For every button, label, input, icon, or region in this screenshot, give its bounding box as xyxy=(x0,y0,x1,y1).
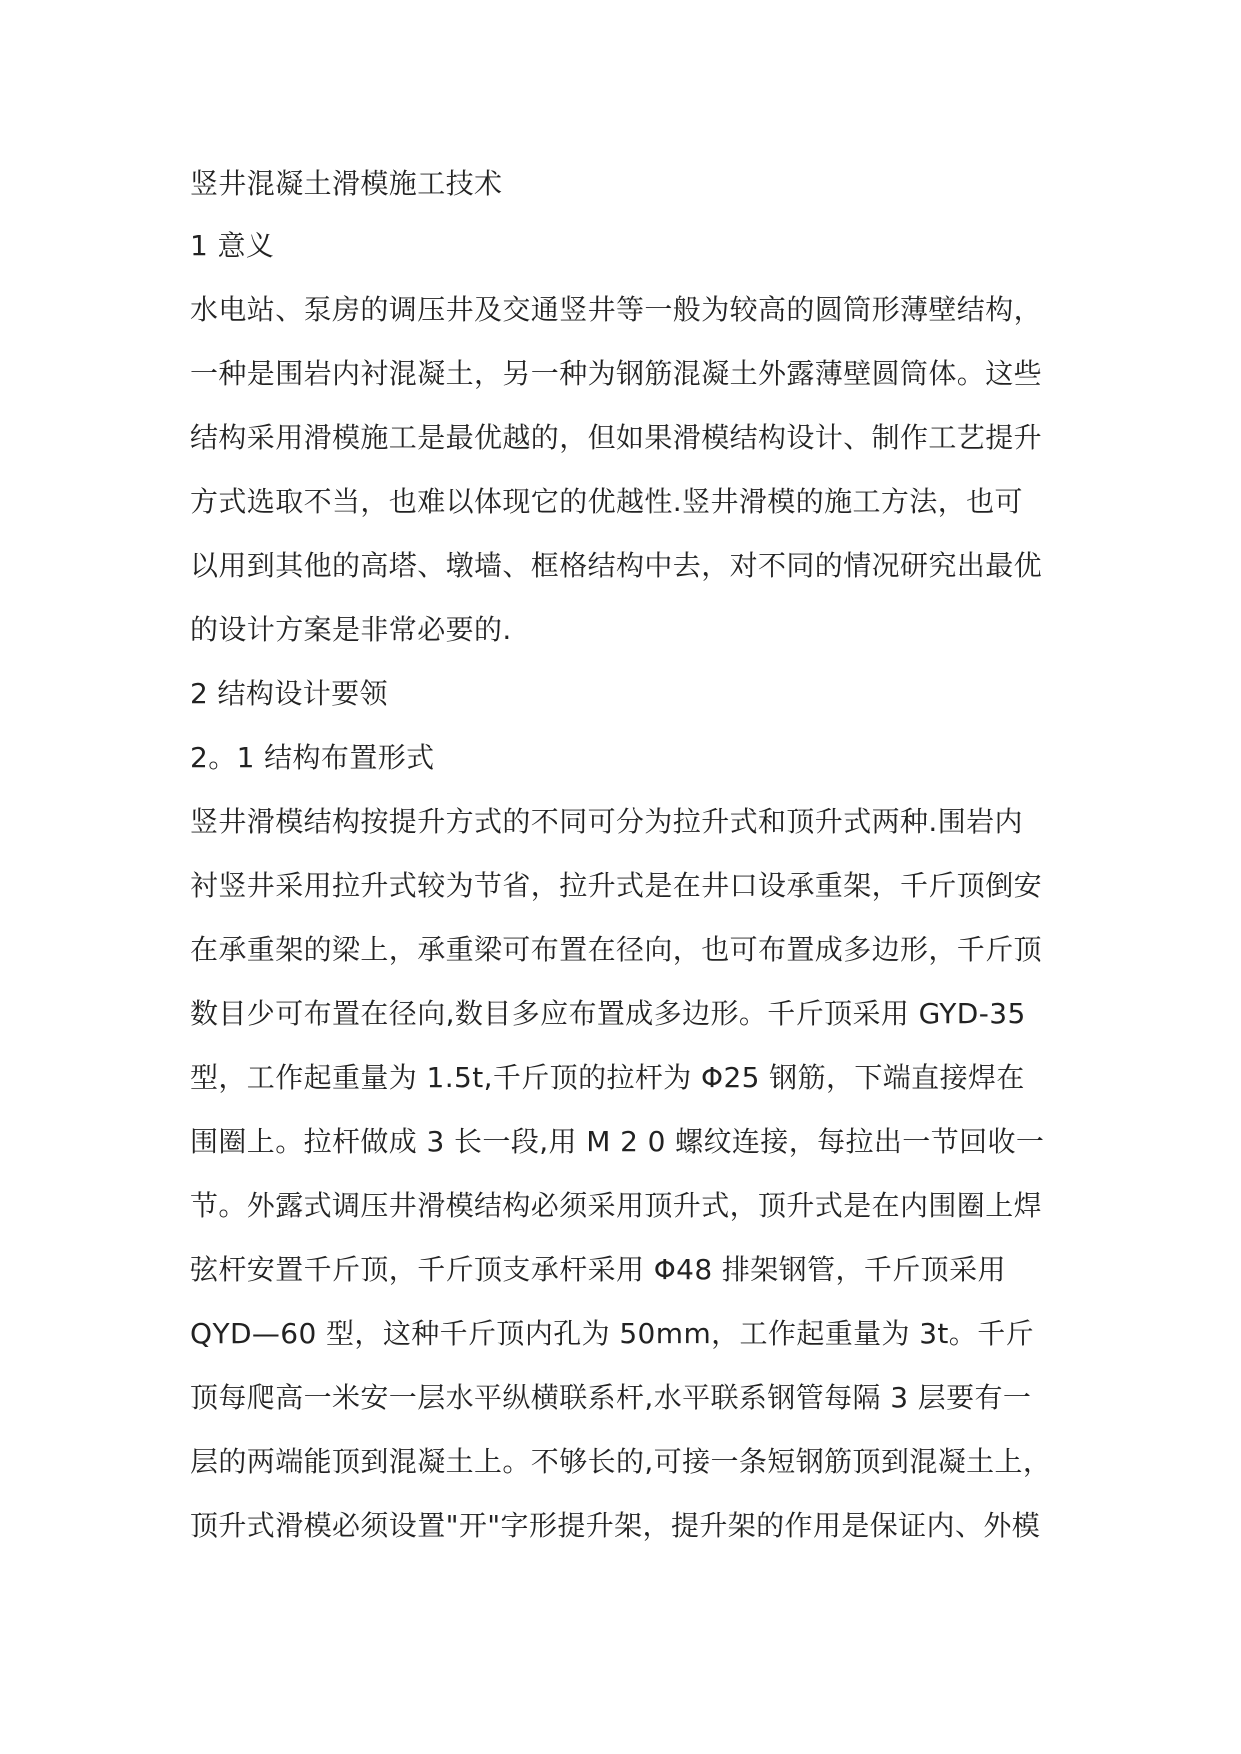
paragraph-1-line: 水电站、泵房的调压井及交通竖井等一般为较高的圆筒形薄壁结构， xyxy=(190,293,1043,326)
paragraph-2-line: 竖井滑模结构按提升方式的不同可分为拉升式和顶升式两种.围岩内 xyxy=(190,805,1023,838)
paragraph-2-line: 层的两端能顶到混凝土上。不够长的,可接一条短钢筋顶到混凝土上， xyxy=(190,1445,1052,1478)
paragraph-1-line: 结构采用滑模施工是最优越的，但如果滑模结构设计、制作工艺提升 xyxy=(190,421,1043,454)
section-2-1-heading: 2。1 结构布置形式 xyxy=(190,741,435,774)
section-1-heading: 1 意义 xyxy=(190,229,275,262)
paragraph-2-line: 顶升式滑模必须设置"开"字形提升架，提升架的作用是保证内、外模 xyxy=(190,1509,1041,1542)
paragraph-2-line: 围圈上。拉杆做成 3 长一段,用 M 2 0 螺纹连接，每拉出一节回收一 xyxy=(190,1125,1045,1158)
paragraph-2-line: 衬竖井采用拉升式较为节省，拉升式是在井口设承重架，千斤顶倒安 xyxy=(190,869,1043,902)
document-title: 竖井混凝土滑模施工技术 xyxy=(190,167,503,200)
section-2-heading: 2 结构设计要领 xyxy=(190,677,388,710)
paragraph-1-line: 的设计方案是非常必要的. xyxy=(190,613,512,646)
paragraph-2-line: QYD—60 型，这种千斤顶内孔为 50mm，工作起重量为 3t。千斤 xyxy=(190,1317,1035,1350)
paragraph-1-line: 方式选取不当，也难以体现它的优越性.竖井滑模的施工方法，也可 xyxy=(190,485,1023,518)
paragraph-2-line: 节。外露式调压井滑模结构必须采用顶升式，顶升式是在内围圈上焊 xyxy=(190,1189,1043,1222)
paragraph-2-line: 顶每爬高一米安一层水平纵横联系杆,水平联系钢管每隔 3 层要有一 xyxy=(190,1381,1032,1414)
paragraph-2-line: 弦杆安置千斤顶，千斤顶支承杆采用 Φ48 排架钢管，千斤顶采用 xyxy=(190,1253,1006,1286)
paragraph-2-line: 在承重架的梁上，承重梁可布置在径向，也可布置成多边形，千斤顶 xyxy=(190,933,1043,966)
paragraph-2-line: 数目少可布置在径向,数目多应布置成多边形。千斤顶采用 GYD-35 xyxy=(190,997,1026,1030)
paragraph-1-line: 一种是围岩内衬混凝土，另一种为钢筋混凝土外露薄壁圆筒体。这些 xyxy=(190,357,1043,390)
paragraph-2-line: 型，工作起重量为 1.5t,千斤顶的拉杆为 Φ25 钢筋，下端直接焊在 xyxy=(190,1061,1025,1094)
paragraph-1-line: 以用到其他的高塔、墩墙、框格结构中去，对不同的情况研究出最优 xyxy=(190,549,1043,582)
